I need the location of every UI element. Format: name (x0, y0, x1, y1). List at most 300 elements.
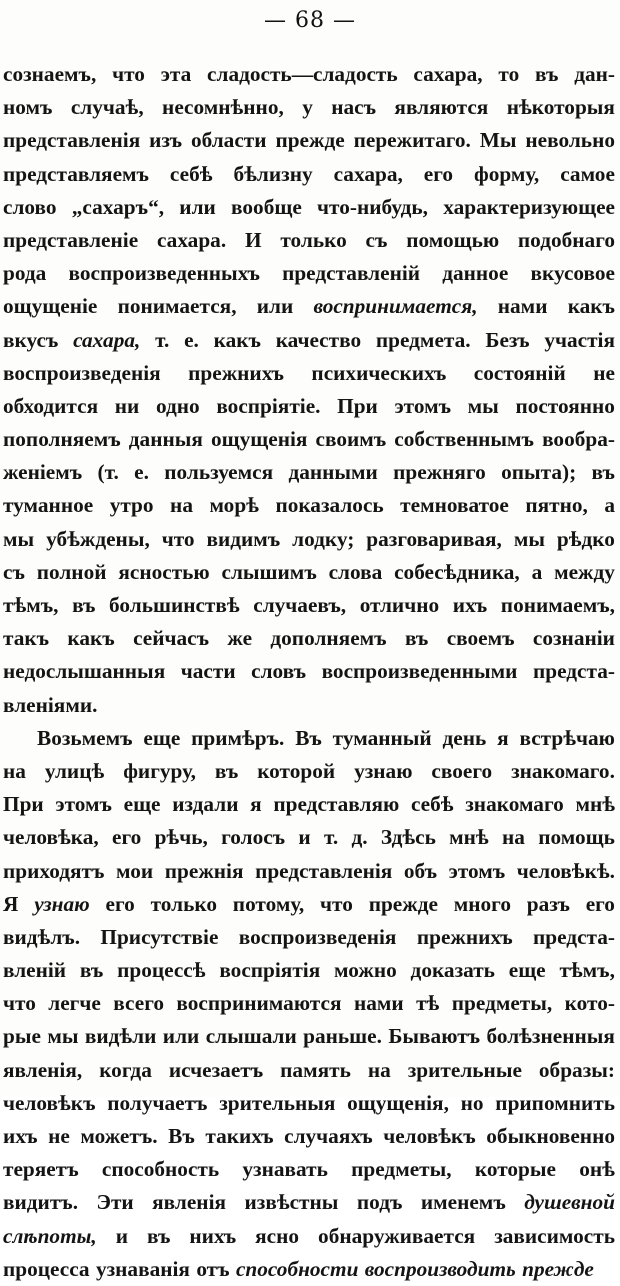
word: рода (3, 261, 47, 286)
word: пополняемъ (3, 427, 121, 452)
word: представляю (273, 792, 400, 817)
word: какъ (67, 626, 115, 651)
word: И (244, 227, 262, 252)
word: своего (431, 758, 493, 783)
word: какъ (567, 294, 615, 319)
word: приходятъ (3, 858, 105, 883)
word: воспріятія (219, 958, 321, 983)
word: ощущеніе (3, 294, 98, 319)
word: своемъ (446, 626, 515, 651)
word: въ (214, 758, 239, 783)
word: способность (101, 1157, 220, 1182)
text-line (3, 689, 615, 722)
word: е. (184, 327, 199, 352)
word: то (498, 62, 520, 86)
word: невольно (525, 128, 615, 153)
word: сейчасъ (133, 626, 210, 651)
word: еще (123, 792, 161, 817)
word: е. (134, 460, 149, 485)
text-line (3, 755, 615, 788)
word: представленія (3, 128, 141, 153)
word: нами (497, 294, 548, 319)
word: воспринимается, (313, 294, 478, 319)
word: изъ (149, 128, 183, 153)
text-line (3, 954, 615, 987)
word: дан- (574, 62, 615, 86)
word: насъ (331, 95, 377, 120)
word: этомъ (394, 393, 452, 418)
word: на (170, 493, 193, 518)
word: кото- (564, 991, 615, 1016)
word: предметы, (451, 991, 553, 1016)
word: лодку; (292, 526, 355, 551)
word: много (453, 891, 511, 916)
word: же (227, 626, 253, 651)
text-line (3, 987, 615, 1020)
word: обыкновенно (486, 1124, 615, 1148)
word: эта (160, 62, 192, 86)
word: пользуемся (164, 460, 274, 485)
word: процесса (3, 1256, 90, 1281)
word: издали (172, 792, 239, 817)
word: словъ (251, 659, 307, 684)
word: Безъ (485, 327, 530, 352)
word: въ (147, 1223, 171, 1248)
word: еще (508, 958, 546, 983)
text-line (3, 423, 615, 456)
word: сознаемъ, (3, 62, 97, 86)
word: ихъ (452, 593, 488, 617)
word: полной (36, 559, 107, 584)
word: прежняго (393, 460, 486, 485)
word: вленіями. (3, 692, 98, 717)
word: туманный (332, 725, 432, 750)
word: самое (560, 161, 615, 186)
word: разговаривая, (366, 526, 502, 551)
word: пережитаго. (353, 128, 471, 153)
word: можетъ. (80, 1124, 158, 1148)
word: этомъ (55, 792, 112, 817)
word: предста- (533, 924, 615, 949)
word: данныя (128, 427, 203, 452)
text-line (3, 788, 615, 821)
word: собственнымъ (394, 427, 534, 452)
word: которой (257, 758, 336, 783)
word: объ (403, 858, 438, 883)
word: его (105, 891, 135, 916)
word: нѣкоторыя (506, 95, 615, 120)
word: Въ (295, 725, 322, 750)
word: вообра- (542, 427, 615, 452)
word: его (585, 891, 615, 916)
word: сахара, (333, 161, 403, 186)
word: этомъ (448, 858, 506, 883)
word: прежнихъ (416, 924, 513, 949)
word: на (3, 758, 26, 783)
word: подобнаго (517, 227, 615, 252)
word: случаѣ, (70, 95, 144, 120)
word: ни (114, 393, 140, 418)
word: данное (442, 261, 509, 286)
word: состояній (473, 360, 566, 385)
word: у (302, 95, 313, 120)
word: д. (351, 825, 368, 850)
word: т. (323, 825, 339, 850)
word: такихъ (205, 1124, 274, 1148)
text-line (3, 523, 615, 556)
word: что-нибудь, (317, 194, 429, 219)
text-line (3, 191, 615, 224)
text-line (3, 224, 615, 257)
word: опыта); (501, 460, 577, 485)
word: а (531, 559, 543, 584)
text-line (3, 91, 615, 124)
word: ясно (255, 1223, 300, 1248)
word: морѣ (209, 493, 259, 518)
word: мы (467, 393, 499, 418)
word: образы: (538, 1057, 615, 1082)
word: его (423, 161, 454, 186)
word: Въ (168, 1124, 195, 1148)
word: пятно, (525, 493, 588, 518)
word: что (161, 526, 195, 551)
word: и (115, 1223, 129, 1248)
text-line (3, 1220, 615, 1253)
word: его (112, 825, 142, 850)
word: ощущенія, (347, 1090, 449, 1115)
text-line (3, 622, 615, 655)
word: явленія, (3, 1057, 83, 1082)
word: онѣ (579, 1157, 615, 1182)
word: помощью (406, 227, 500, 252)
word: характеризующее (443, 194, 615, 219)
word: что (112, 62, 145, 86)
word: представленія (255, 858, 393, 883)
word: утро (109, 493, 154, 518)
word: мнѣ (449, 825, 489, 850)
word: отъ (196, 1256, 230, 1281)
word: случаевъ, (253, 593, 347, 617)
word: не (48, 1124, 70, 1148)
word: одно (155, 393, 200, 418)
word: способности (235, 1256, 359, 1281)
word: Возьмемъ (37, 725, 133, 750)
word: улицѣ (44, 758, 105, 783)
word: душевной (524, 1190, 615, 1215)
word: понимаемъ, (500, 593, 615, 617)
word: узнавать (242, 1157, 328, 1182)
word: память (280, 1057, 351, 1082)
word: слѣпоты, (3, 1223, 97, 1248)
word: несомнѣнно, (162, 95, 284, 120)
word: себѣ (169, 161, 213, 186)
word: видитъ. (3, 1190, 79, 1215)
word: въ (72, 593, 96, 617)
word: такъ (3, 626, 50, 651)
word: доказать (410, 958, 495, 983)
word: между (554, 559, 615, 584)
word: Бываютъ (388, 1024, 481, 1049)
word: помощь (538, 825, 615, 850)
word: ихъ (3, 1124, 38, 1148)
word: качество (275, 327, 362, 352)
text-line (3, 655, 615, 688)
word: воспроизведенія (3, 360, 161, 385)
word: сладость—сладость (207, 62, 398, 86)
word: своимъ (315, 427, 387, 452)
word: на (502, 825, 525, 850)
word: части (180, 659, 236, 684)
word: представляемъ (3, 161, 149, 186)
text-line (3, 1120, 615, 1153)
word: человѣка, (3, 825, 99, 850)
text-line (3, 722, 615, 755)
word: теряетъ (3, 1157, 79, 1182)
word: убѣждены, (46, 526, 150, 551)
word: мы (47, 1024, 79, 1049)
word: и (298, 825, 311, 850)
text-line (3, 921, 615, 954)
text-line (3, 390, 615, 423)
text-line (3, 1087, 615, 1120)
word: обнаруживается (318, 1223, 476, 1248)
word: узнаванія (95, 1256, 190, 1281)
word: отлично (359, 593, 440, 617)
word: тѣмъ, (559, 958, 615, 983)
word: участія (544, 327, 615, 352)
word: или (162, 1024, 200, 1049)
word: женіемъ (3, 460, 83, 485)
word: понимается, (117, 294, 237, 319)
word: данными (288, 460, 378, 485)
word: мы (3, 526, 35, 551)
word: Здѣсь (380, 825, 436, 850)
word: Мы (479, 128, 517, 153)
word: видѣли (84, 1024, 157, 1049)
text-line (3, 124, 615, 157)
word: видѣлъ. (3, 924, 81, 949)
word: въ (535, 62, 559, 86)
word: именемъ (420, 1190, 506, 1215)
word: предметы, (351, 1157, 452, 1182)
word: Я (3, 891, 19, 916)
word: собесѣдника, (394, 559, 520, 584)
word: зависимость (494, 1223, 615, 1248)
text-line (3, 324, 615, 357)
word: рые (3, 1024, 41, 1049)
word: номъ (3, 95, 53, 120)
word: зрительныя (219, 1090, 336, 1115)
word: воспроизведенныхъ (68, 261, 260, 286)
word: припомнить (495, 1090, 615, 1115)
word: узнаю (34, 891, 90, 916)
word: узнаю (354, 758, 413, 783)
word: прежде (368, 891, 438, 916)
word: извѣстны (244, 1190, 339, 1215)
word: болѣзненныя (486, 1024, 615, 1049)
word: что (3, 991, 36, 1016)
word: человѣкѣ. (516, 858, 615, 883)
word: знакомаго. (511, 758, 615, 783)
word: мнѣ (575, 792, 615, 817)
word: слышимъ (221, 559, 317, 584)
word: потому, (232, 891, 305, 916)
word: или (179, 194, 216, 219)
text-line (3, 158, 615, 191)
page-number: — 68 — (264, 8, 356, 33)
word: нихъ (189, 1223, 237, 1248)
text-line (3, 1253, 615, 1286)
word: примѣръ. (191, 725, 285, 750)
word: исчезаетъ (168, 1057, 264, 1082)
word: зрительные (407, 1057, 522, 1082)
word: прежнія (164, 858, 244, 883)
word: человѣкъ (3, 1090, 96, 1115)
word: только (150, 891, 217, 916)
word: сахара, (73, 327, 141, 352)
word: раньше. (303, 1024, 382, 1049)
word: являются (394, 95, 489, 120)
word: При (3, 792, 44, 817)
text-line (3, 855, 615, 888)
word: предмета. (375, 327, 471, 352)
word: случаяхъ (284, 1124, 373, 1148)
word: сахара, (413, 62, 483, 86)
word: дополняемъ (270, 626, 387, 651)
text-line (3, 290, 615, 323)
word: предста- (533, 659, 615, 684)
word: воспроизведенными (321, 659, 518, 684)
text-line (3, 357, 615, 390)
word: въ (404, 626, 429, 651)
word: явленія (152, 1190, 227, 1215)
word: тѣмъ, (3, 593, 59, 617)
word: воспроизведенія (238, 924, 397, 949)
word: ясностью (118, 559, 210, 584)
word: форму, (473, 161, 540, 186)
word: видимъ (206, 526, 281, 551)
text-line (3, 589, 615, 622)
word: только (280, 227, 347, 252)
word: но (460, 1090, 484, 1115)
word: голосъ (221, 825, 286, 850)
word: (т. (97, 460, 119, 485)
word: нами (353, 991, 404, 1016)
text-line (3, 1186, 615, 1219)
word: вообще (231, 194, 302, 219)
body-text (3, 58, 615, 1286)
word: вленій (3, 958, 67, 983)
word: Присутствіе (100, 924, 219, 949)
word: рѣчь, (154, 825, 208, 850)
word: сахара. (156, 227, 227, 252)
word: не (593, 360, 615, 385)
word: представленій (282, 261, 421, 286)
word: всего (113, 991, 164, 1016)
word: бѣлизну (233, 161, 313, 186)
word: темноватое (400, 493, 509, 518)
text-line (3, 489, 615, 522)
word: съ (365, 227, 388, 252)
word: можно (334, 958, 397, 983)
word: а (604, 493, 615, 518)
word: При (337, 393, 378, 418)
word: Эти (96, 1190, 134, 1215)
word: которые (474, 1157, 556, 1182)
word: ощущенія (211, 427, 308, 452)
word: прежнихъ (188, 360, 284, 385)
word: я (250, 792, 262, 817)
word: „сахаръ“, (71, 194, 165, 219)
word: постоянно (515, 393, 615, 418)
word: въ (591, 460, 615, 485)
word: большинствѣ (109, 593, 240, 617)
word: процессѣ (117, 958, 206, 983)
word: прежде (522, 1256, 594, 1281)
word: разъ (526, 891, 570, 916)
word: человѣкъ (383, 1124, 476, 1148)
word: воспріятіе. (216, 393, 321, 418)
word: съ (3, 559, 25, 584)
word: на (367, 1057, 391, 1082)
word: прежде (275, 128, 345, 153)
word: воспроизводить (364, 1256, 516, 1281)
word: слово (3, 194, 57, 219)
word: легче (48, 991, 101, 1016)
text-line (3, 888, 615, 921)
word: себѣ (410, 792, 454, 817)
word: фигуру, (123, 758, 196, 783)
word: слышали (205, 1024, 297, 1049)
word: когда (99, 1057, 152, 1082)
word: недослышанныя (3, 659, 166, 684)
word: сознаніи (532, 626, 615, 651)
word: представленіе (3, 227, 139, 252)
word: день (442, 725, 487, 750)
word: въ (79, 958, 104, 983)
word: мы (513, 526, 545, 551)
word: вкусовое (530, 261, 615, 286)
text-line (3, 556, 615, 589)
word: психическихъ (311, 360, 447, 385)
word: получаетъ (107, 1090, 208, 1115)
word: мои (116, 858, 154, 883)
word: встрѣчаю (519, 725, 615, 750)
word: т. (155, 327, 170, 352)
word: области (190, 128, 267, 153)
word: тѣ (416, 991, 440, 1016)
text-line (3, 1020, 615, 1053)
word: или (256, 294, 294, 319)
text-line (3, 58, 615, 91)
text-line (3, 821, 615, 854)
word: я (497, 725, 509, 750)
word: слова (328, 559, 383, 584)
word: подъ (356, 1190, 403, 1215)
word: туманное (3, 493, 94, 518)
word: знакомаго (465, 792, 564, 817)
word: еще (143, 725, 181, 750)
word: воспринимаются (176, 991, 342, 1016)
text-line (3, 1153, 615, 1186)
text-line (3, 1054, 615, 1087)
word: вкусъ (3, 327, 59, 352)
word: рѣдко (556, 526, 615, 551)
text-line (3, 257, 615, 290)
word: какъ (213, 327, 261, 352)
word: что (320, 891, 353, 916)
text-line (3, 456, 615, 489)
